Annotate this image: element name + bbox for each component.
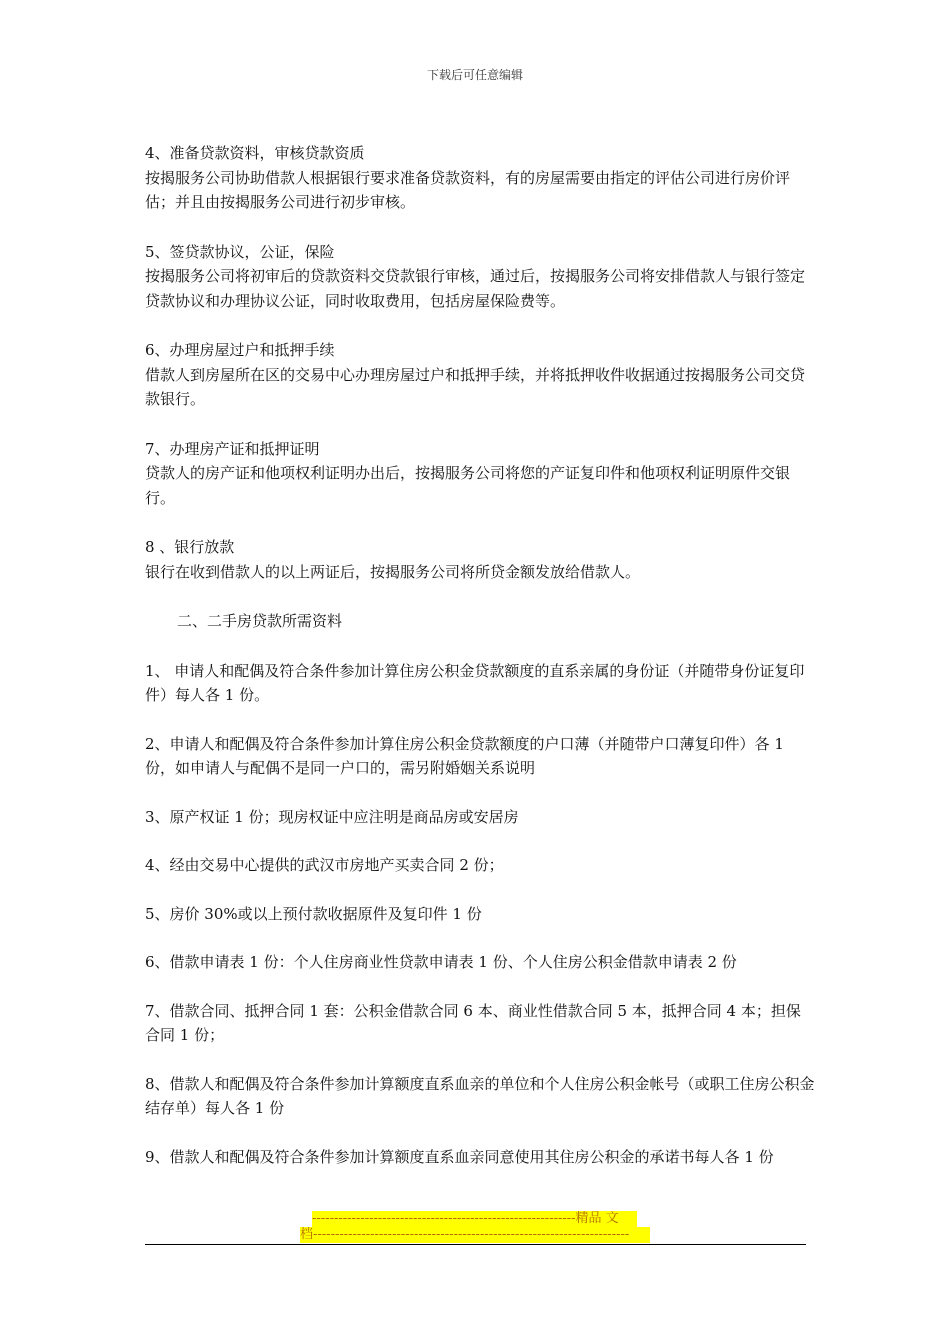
material-item-4: 4、经由交易中心提供的武汉市房地产买卖合同 2 份；	[145, 856, 504, 874]
page-header: 下载后可任意编辑	[426, 68, 523, 82]
step-description: 贷款人的房产证和他项权利证明办出后，按揭服务公司将您的产证复印件和他项权利证明原件交银行。	[145, 464, 791, 507]
material-item-9: 9、借款人和配偶及符合条件参加计算额度直系血亲同意使用其住房公积金的承诺书每人各 1 份	[145, 1147, 774, 1166]
footer-line-2: 档------------------------------------------------------------------------	[300, 1227, 650, 1243]
material-item-3: 3、原产权证 1 份；现房权证中应注明是商品房或安居房	[145, 807, 519, 826]
section-heading: 二、二手房贷款所需资料	[177, 612, 343, 630]
step-description: 按揭服务公司协助借款人根据银行要求准备贷款资料，有的房屋需要由指定的评估公司进行房价评估；并且由按揭服务公司进行初步审核。	[145, 168, 791, 211]
footer-watermark	[300, 1211, 650, 1243]
step-title: 8 、银行放款	[145, 538, 235, 556]
material-item-6: 6、借款申请表 1 份：个人住房商业性贷款申请表 1 份、个人住房公积金借款申请表 2 份	[145, 953, 737, 971]
footer-divider	[145, 1244, 806, 1245]
step-description: 银行在收到借款人的以上两证后，按揭服务公司将所贷金额发放给借款人。	[145, 562, 641, 581]
step-title: 4、准备贷款资料，审核贷款资质	[145, 144, 365, 162]
material-item-2: 2、申请人和配偶及符合条件参加计算住房公积金贷款额度的户口薄（并随带户口薄复印件）各 1 份，如申请人与配偶不是同一户口的，需另附婚姻关系说明	[145, 734, 784, 777]
step-section-8	[145, 535, 815, 584]
step-section-6	[145, 338, 815, 412]
step-title: 7、办理房产证和抵押证明	[145, 439, 320, 458]
document-body	[145, 141, 815, 1193]
step-title: 5、签贷款协议，公证，保险	[145, 242, 335, 261]
material-item-8: 8、借款人和配偶及符合条件参加计算额度直系血亲的单位和个人住房公积金帐号（或职工住房公积金结存单）每人各 1 份	[145, 1074, 815, 1117]
step-description: 借款人到房屋所在区的交易中心办理房屋过户和抵押手续，并将抵押收件收据通过按揭服务公司交贷款银行。	[145, 365, 806, 408]
step-section-7	[145, 437, 815, 511]
step-description: 按揭服务公司将初审后的贷款资料交贷款银行审核，通过后，按揭服务公司将安排借款人与银行签定贷款协议和办理协议公证，同时收取费用，包括房屋保险费等。	[145, 267, 806, 310]
material-item-5: 5、房价 30%或以上预付款收据原件及复印件 1 份	[145, 904, 482, 923]
step-section-4	[145, 141, 815, 215]
material-item-1: 1、 申请人和配偶及符合条件参加计算住房公积金贷款额度的直系亲属的身份证（并随带身份证复印件）每人各 1 份。	[145, 661, 805, 704]
step-section-5	[145, 240, 815, 314]
step-title: 6、办理房屋过户和抵押手续	[145, 341, 335, 359]
material-item-7: 7、借款合同、抵押合同 1 套：公积金借款合同 6 本、商业性借款合同 5 本，抵押合同 4 本；担保合同 1 份；	[145, 1001, 801, 1044]
footer-line-1: ------------------------------------------------------------精品 文	[312, 1211, 637, 1227]
